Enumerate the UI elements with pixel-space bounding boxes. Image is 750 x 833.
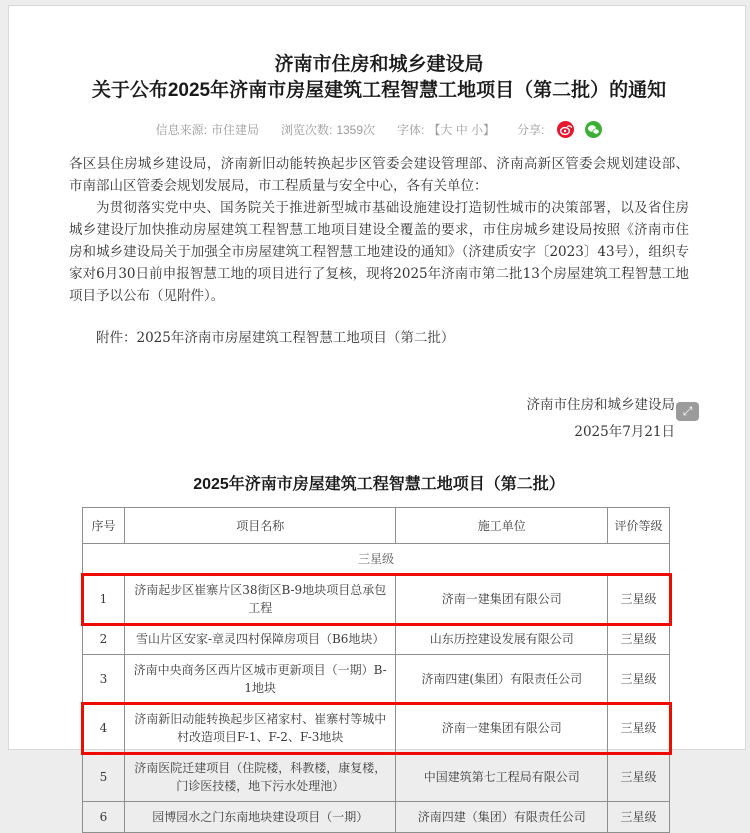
cell-seq: 3 <box>83 655 125 704</box>
grade-group-row <box>83 544 670 575</box>
font-size-options[interactable]: 【大 中 小】 <box>428 123 496 137</box>
grade-group-label: 三星级 <box>83 544 670 575</box>
cell-project: 济南起步区崔寨片区38街区B-9地块项目总承包工程 <box>124 575 396 624</box>
project-table <box>82 507 670 833</box>
cell-seq: 5 <box>83 753 125 802</box>
info-source <box>156 121 259 138</box>
salutation-paragraph: 各区县住房城乡建设局，济南新旧动能转换起步区管委会建设管理部、济南高新区管委会规划建设部、市南部山区管委会规划发展局，市工程质量与安全中心，各有关单位： <box>69 156 689 194</box>
signature-block <box>69 392 689 446</box>
meta-bar <box>69 121 689 138</box>
cell-project: 济南中央商务区西片区城市更新项目（一期）B-1地块 <box>124 655 396 704</box>
table-row-highlighted <box>83 575 670 624</box>
wechat-icon[interactable] <box>585 121 602 138</box>
info-source-value: 市住建局 <box>210 123 259 137</box>
cell-seq: 1 <box>83 575 125 624</box>
table-title: 2025年济南市房屋建筑工程智慧工地项目（第二批） <box>193 476 565 493</box>
cell-seq: 6 <box>83 802 125 833</box>
table-row <box>83 753 670 802</box>
doc-title-line1: 济南市住房和城乡建设局 <box>274 54 484 75</box>
cell-project: 雪山片区安家-章灵四村保障房项目（B6地块） <box>124 624 396 655</box>
cell-project: 园博园水之门东南地块建设项目（一期） <box>124 802 396 833</box>
header-grade: 评价等级 <box>608 508 670 544</box>
header-project: 项目名称 <box>124 508 396 544</box>
view-count-value: 1359次 <box>336 123 376 137</box>
table-header-row <box>83 508 670 544</box>
cell-contractor: 济南一建集团有限公司 <box>396 704 608 753</box>
cell-contractor: 中国建筑第七工程局有限公司 <box>396 753 608 802</box>
cell-grade: 三星级 <box>608 575 670 624</box>
page-title <box>69 52 689 104</box>
table-row <box>83 624 670 655</box>
weibo-icon[interactable] <box>557 121 574 138</box>
signature-date: 2025年7月21日 <box>574 424 675 440</box>
doc-title-line2: 关于公布2025年济南市房屋建筑工程智慧工地项目（第二批）的通知 <box>91 80 667 101</box>
signature-org: 济南市住房和城乡建设局 <box>526 397 675 413</box>
cell-contractor: 济南四建（集团）有限责任公司 <box>396 802 608 833</box>
font-size-label: 字体: <box>397 123 425 137</box>
cell-seq: 2 <box>83 624 125 655</box>
header-seq: 序号 <box>83 508 125 544</box>
cell-grade: 三星级 <box>608 624 670 655</box>
share-label: 分享: <box>517 123 545 137</box>
cell-grade: 三星级 <box>608 753 670 802</box>
cell-contractor: 济南一建集团有限公司 <box>396 575 608 624</box>
cell-seq: 4 <box>83 704 125 753</box>
table-row <box>83 802 670 833</box>
info-source-label: 信息来源: <box>155 123 207 137</box>
cell-contractor: 山东历控建设发展有限公司 <box>396 624 608 655</box>
view-count <box>281 121 375 138</box>
attachment-link[interactable]: 附件：2025年济南市房屋建筑工程智慧工地项目（第二批） <box>96 330 455 346</box>
header-contractor: 施工单位 <box>396 508 608 544</box>
zoom-icon[interactable]: ⤢ <box>676 402 699 421</box>
cell-grade: 三星级 <box>608 704 670 753</box>
table-row <box>83 655 670 704</box>
cell-grade: 三星级 <box>608 802 670 833</box>
view-count-label: 浏览次数: <box>280 123 333 137</box>
cell-grade: 三星级 <box>608 655 670 704</box>
notice-body <box>69 153 689 307</box>
document-page <box>8 5 746 824</box>
main-paragraph: 为贯彻落实党中央、国务院关于推进新型城市基础设施建设打造韧性城市的决策部署，以及省住房城乡建设厅加快推动房屋建筑工程智慧工地项目建设全覆盖的要求，市住房城乡建设局按照《济南市住房和城乡建设局关于加强全市房屋建筑工程智慧工地建设的通知》（济建质安字〔2023〕43号），组织专家对6月30日前申报智慧工地的项目进行了复核，现将2025年济南市第二批13个房屋建筑工程智慧工地项目予以公布（见附件）。 <box>69 200 689 304</box>
cell-project: 济南新旧动能转换起步区褚家村、崔寨村等城中村改造项目F-1、F-2、F-3地块 <box>124 704 396 753</box>
font-size-control <box>397 121 495 138</box>
cell-project: 济南医院迁建项目（住院楼，科教楼，康复楼，门诊医技楼，地下污水处理池） <box>124 753 396 802</box>
table-row-highlighted <box>83 704 670 753</box>
cell-contractor: 济南四建(集团）有限责任公司 <box>396 655 608 704</box>
